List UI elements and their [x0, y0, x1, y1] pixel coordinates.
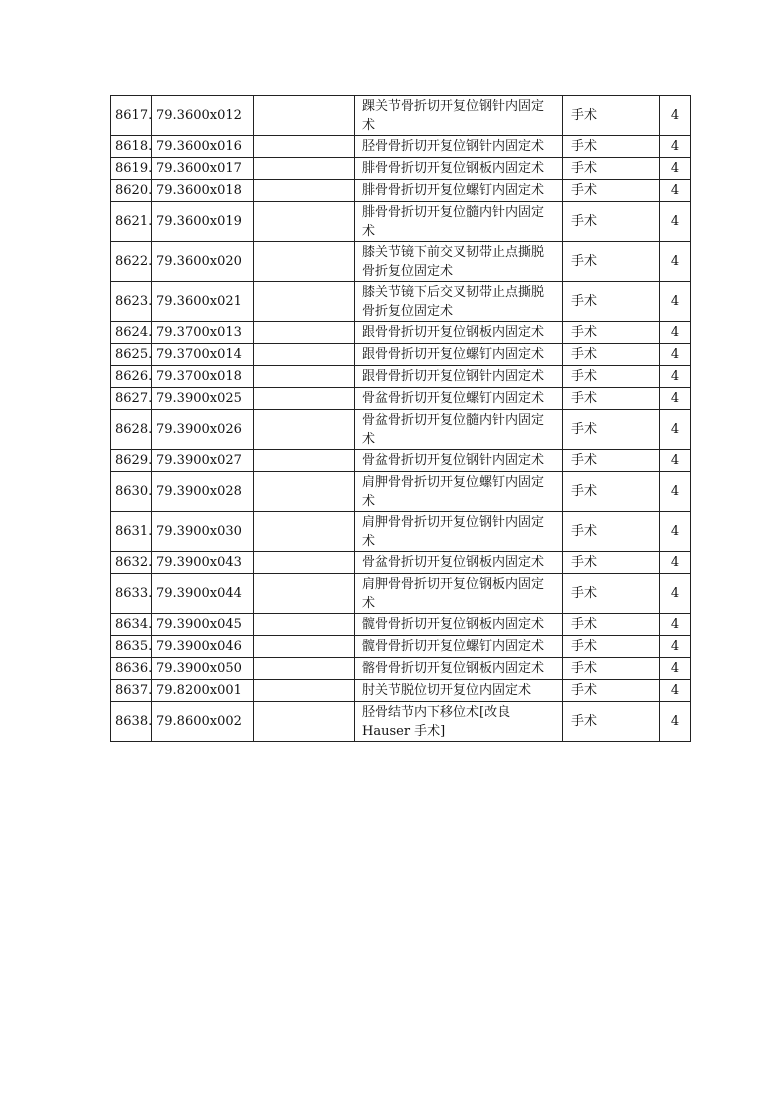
- row-number: 8622.: [111, 242, 152, 282]
- procedure-name: 骨盆骨折切开复位髓内针内固定术: [355, 410, 563, 450]
- row-number: 8621.: [111, 202, 152, 242]
- procedure-code: 79.3900x027: [152, 450, 254, 472]
- row-number: 8629.: [111, 450, 152, 472]
- procedure-code: 79.3600x019: [152, 202, 254, 242]
- procedure-category: 手术: [563, 322, 660, 344]
- procedure-name: 骨盆骨折切开复位螺钉内固定术: [355, 388, 563, 410]
- procedure-category: 手术: [563, 574, 660, 614]
- table-row: [111, 680, 691, 702]
- procedure-name: 膝关节镜下前交叉韧带止点撕脱骨折复位固定术: [355, 242, 563, 282]
- procedure-code: 79.3900x045: [152, 614, 254, 636]
- extra-code: [254, 158, 355, 180]
- procedure-code: 79.3700x014: [152, 344, 254, 366]
- procedure-level: 4: [660, 512, 691, 552]
- procedure-name: 髂骨骨折切开复位钢板内固定术: [355, 658, 563, 680]
- table-row: [111, 574, 691, 614]
- row-number: 8618.: [111, 136, 152, 158]
- procedure-level: 4: [660, 410, 691, 450]
- extra-code: [254, 472, 355, 512]
- procedure-name: 腓骨骨折切开复位钢板内固定术: [355, 158, 563, 180]
- procedure-code: 79.3900x026: [152, 410, 254, 450]
- table-row: [111, 158, 691, 180]
- procedure-category: 手术: [563, 512, 660, 552]
- extra-code: [254, 96, 355, 136]
- table-row: [111, 552, 691, 574]
- row-number: 8636.: [111, 658, 152, 680]
- extra-code: [254, 344, 355, 366]
- procedure-level: 4: [660, 202, 691, 242]
- procedure-category: 手术: [563, 136, 660, 158]
- row-number: 8619.: [111, 158, 152, 180]
- procedure-code: 79.3600x021: [152, 282, 254, 322]
- extra-code: [254, 702, 355, 742]
- procedure-code: 79.3600x020: [152, 242, 254, 282]
- table-row: [111, 282, 691, 322]
- row-number: 8626.: [111, 366, 152, 388]
- procedure-category: 手术: [563, 658, 660, 680]
- procedure-category: 手术: [563, 450, 660, 472]
- procedure-code: 79.3900x043: [152, 552, 254, 574]
- procedure-category: 手术: [563, 344, 660, 366]
- procedure-level: 4: [660, 472, 691, 512]
- extra-code: [254, 680, 355, 702]
- row-number: 8628.: [111, 410, 152, 450]
- extra-code: [254, 366, 355, 388]
- procedure-name: 胫骨结节内下移位术[改良 Hauser 手术]: [355, 702, 563, 742]
- procedure-category: 手术: [563, 702, 660, 742]
- extra-code: [254, 658, 355, 680]
- table-row: [111, 410, 691, 450]
- procedure-name: 骨盆骨折切开复位钢针内固定术: [355, 450, 563, 472]
- extra-code: [254, 136, 355, 158]
- table-row: [111, 388, 691, 410]
- table-row: [111, 450, 691, 472]
- procedure-code: 79.3900x030: [152, 512, 254, 552]
- procedure-level: 4: [660, 180, 691, 202]
- procedure-level: 4: [660, 574, 691, 614]
- procedure-name: 胫骨骨折切开复位钢针内固定术: [355, 136, 563, 158]
- procedure-category: 手术: [563, 614, 660, 636]
- procedure-name: 髋骨骨折切开复位钢板内固定术: [355, 614, 563, 636]
- procedure-code: 79.3900x050: [152, 658, 254, 680]
- extra-code: [254, 242, 355, 282]
- table-row: [111, 180, 691, 202]
- procedure-code: 79.3600x012: [152, 96, 254, 136]
- procedure-name: 踝关节骨折切开复位钢针内固定术: [355, 96, 563, 136]
- procedure-category: 手术: [563, 242, 660, 282]
- procedure-name: 膝关节镜下后交叉韧带止点撕脱骨折复位固定术: [355, 282, 563, 322]
- row-number: 8623.: [111, 282, 152, 322]
- extra-code: [254, 202, 355, 242]
- table-row: [111, 702, 691, 742]
- procedure-category: 手术: [563, 388, 660, 410]
- extra-code: [254, 552, 355, 574]
- extra-code: [254, 388, 355, 410]
- procedure-category: 手术: [563, 472, 660, 512]
- table-row: [111, 136, 691, 158]
- procedure-category: 手术: [563, 636, 660, 658]
- row-number: 8630.: [111, 472, 152, 512]
- table-row: [111, 512, 691, 552]
- row-number: 8631.: [111, 512, 152, 552]
- row-number: 8627.: [111, 388, 152, 410]
- extra-code: [254, 450, 355, 472]
- procedure-category: 手术: [563, 180, 660, 202]
- row-number: 8617.: [111, 96, 152, 136]
- procedure-category: 手术: [563, 158, 660, 180]
- table-row: [111, 614, 691, 636]
- procedure-code: 79.3600x018: [152, 180, 254, 202]
- procedure-name: 肩胛骨骨折切开复位螺钉内固定术: [355, 472, 563, 512]
- table-body: [111, 96, 691, 742]
- procedure-name: 肩胛骨骨折切开复位钢板内固定术: [355, 574, 563, 614]
- table-row: [111, 366, 691, 388]
- procedure-level: 4: [660, 158, 691, 180]
- row-number: 8633.: [111, 574, 152, 614]
- procedure-name: 骨盆骨折切开复位钢板内固定术: [355, 552, 563, 574]
- procedure-name: 跟骨骨折切开复位钢针内固定术: [355, 366, 563, 388]
- procedure-category: 手术: [563, 410, 660, 450]
- procedure-code: 79.3700x018: [152, 366, 254, 388]
- extra-code: [254, 410, 355, 450]
- procedure-code: 79.3700x013: [152, 322, 254, 344]
- table-row: [111, 344, 691, 366]
- procedure-level: 4: [660, 322, 691, 344]
- row-number: 8637.: [111, 680, 152, 702]
- procedure-level: 4: [660, 680, 691, 702]
- procedure-code: 79.3900x046: [152, 636, 254, 658]
- row-number: 8625.: [111, 344, 152, 366]
- table-row: [111, 242, 691, 282]
- procedure-name: 髋骨骨折切开复位螺钉内固定术: [355, 636, 563, 658]
- procedure-category: 手术: [563, 552, 660, 574]
- procedure-level: 4: [660, 614, 691, 636]
- extra-code: [254, 614, 355, 636]
- row-number: 8634.: [111, 614, 152, 636]
- procedure-code: 79.3900x028: [152, 472, 254, 512]
- procedure-level: 4: [660, 136, 691, 158]
- procedure-level: 4: [660, 344, 691, 366]
- procedure-code: 79.8200x001: [152, 680, 254, 702]
- extra-code: [254, 574, 355, 614]
- procedure-level: 4: [660, 658, 691, 680]
- procedure-level: 4: [660, 388, 691, 410]
- procedure-level: 4: [660, 282, 691, 322]
- procedure-level: 4: [660, 450, 691, 472]
- table-row: [111, 658, 691, 680]
- procedure-name: 跟骨骨折切开复位钢板内固定术: [355, 322, 563, 344]
- procedure-category: 手术: [563, 366, 660, 388]
- extra-code: [254, 636, 355, 658]
- extra-code: [254, 180, 355, 202]
- procedure-level: 4: [660, 636, 691, 658]
- procedure-category: 手术: [563, 282, 660, 322]
- procedure-category: 手术: [563, 96, 660, 136]
- extra-code: [254, 322, 355, 344]
- procedure-code: 79.3900x044: [152, 574, 254, 614]
- procedure-code: 79.3600x016: [152, 136, 254, 158]
- procedure-name: 腓骨骨折切开复位螺钉内固定术: [355, 180, 563, 202]
- procedure-name: 跟骨骨折切开复位螺钉内固定术: [355, 344, 563, 366]
- table-row: [111, 202, 691, 242]
- table-row: [111, 636, 691, 658]
- procedure-table: [110, 95, 691, 742]
- row-number: 8635.: [111, 636, 152, 658]
- procedure-name: 腓骨骨折切开复位髓内针内固定术: [355, 202, 563, 242]
- procedure-level: 4: [660, 552, 691, 574]
- procedure-category: 手术: [563, 202, 660, 242]
- table-row: [111, 96, 691, 136]
- procedure-name: 肩胛骨骨折切开复位钢针内固定术: [355, 512, 563, 552]
- row-number: 8620.: [111, 180, 152, 202]
- procedure-code: 79.3600x017: [152, 158, 254, 180]
- extra-code: [254, 512, 355, 552]
- row-number: 8638.: [111, 702, 152, 742]
- row-number: 8632.: [111, 552, 152, 574]
- table-row: [111, 322, 691, 344]
- table-row: [111, 472, 691, 512]
- extra-code: [254, 282, 355, 322]
- procedure-level: 4: [660, 366, 691, 388]
- procedure-level: 4: [660, 702, 691, 742]
- procedure-code: 79.8600x002: [152, 702, 254, 742]
- procedure-code: 79.3900x025: [152, 388, 254, 410]
- procedure-name: 肘关节脱位切开复位内固定术: [355, 680, 563, 702]
- procedure-level: 4: [660, 96, 691, 136]
- procedure-level: 4: [660, 242, 691, 282]
- row-number: 8624.: [111, 322, 152, 344]
- procedure-category: 手术: [563, 680, 660, 702]
